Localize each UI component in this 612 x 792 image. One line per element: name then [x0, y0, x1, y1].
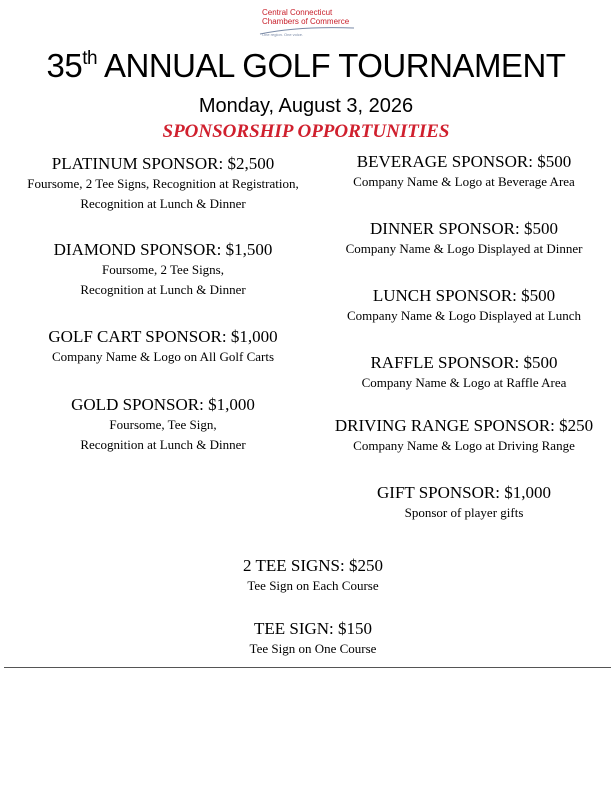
sponsor-benefit: Company Name & Logo at Driving Range [353, 438, 575, 453]
sponsor-benefit: Foursome, 2 Tee Signs, Recognition at Registration, [27, 176, 299, 191]
section-subtitle: SPONSORSHIP OPPORTUNITIES [162, 121, 450, 142]
sponsor-diamond [0, 240, 326, 300]
sponsor-raffle [316, 353, 612, 393]
sponsor-benefit: Foursome, Tee Sign, [109, 417, 217, 432]
sponsor-name: GOLF CART SPONSOR: $1,000 [48, 327, 278, 346]
sponsor-benefit: Recognition at Lunch & Dinner [80, 196, 246, 211]
sponsor-gold [0, 395, 326, 455]
title-number: 35 [46, 47, 83, 84]
logo-line-1: Central Connecticut [262, 8, 333, 17]
title-text: ANNUAL GOLF TOURNAMENT [97, 47, 566, 84]
sponsor-beverage [316, 152, 612, 192]
sponsor-name: TEE SIGN: $150 [253, 619, 373, 638]
sponsor-benefit: Foursome, 2 Tee Signs, [102, 262, 224, 277]
sponsor-dinner [316, 219, 612, 259]
sponsor-benefit: Recognition at Lunch & Dinner [80, 282, 246, 297]
sponsor-name: DIAMOND SPONSOR: $1,500 [53, 240, 273, 259]
sponsor-benefit: Company Name & Logo at Raffle Area [361, 375, 567, 390]
sponsor-name: PLATINUM SPONSOR: $2,500 [51, 154, 275, 173]
sponsor-name: BEVERAGE SPONSOR: $500 [356, 152, 572, 171]
sponsor-name: GOLD SPONSOR: $1,000 [71, 395, 255, 414]
sponsor-name: 2 TEE SIGNS: $250 [243, 556, 383, 575]
title-ordinal-suffix: th [82, 48, 98, 69]
sponsor-benefit: Company Name & Logo on All Golf Carts [51, 349, 275, 364]
sponsor-tee-sign [0, 619, 612, 659]
sponsor-name: DRIVING RANGE SPONSOR: $250 [334, 416, 594, 435]
sponsor-golf-cart [0, 327, 326, 367]
sponsor-benefit: Tee Sign on Each Course [247, 578, 379, 593]
sponsor-benefit: Sponsor of player gifts [404, 505, 524, 520]
sponsor-two-tee-signs [0, 556, 612, 596]
sponsor-driving-range [316, 416, 612, 456]
sponsor-gift [316, 483, 612, 523]
sponsor-benefit: Company Name & Logo Displayed at Dinner [345, 241, 583, 256]
chamber-logo [258, 8, 358, 38]
sponsor-platinum [0, 154, 326, 214]
sponsor-name: RAFFLE SPONSOR: $500 [370, 353, 558, 372]
logo-tagline: One region. One voice. [262, 32, 304, 37]
event-date: Monday, August 3, 2026 [198, 95, 414, 117]
footer-divider [4, 667, 611, 668]
sponsor-name: LUNCH SPONSOR: $500 [372, 286, 556, 305]
sponsor-benefit: Company Name & Logo at Beverage Area [353, 174, 575, 189]
sponsor-name: GIFT SPONSOR: $1,000 [377, 483, 551, 502]
sponsor-benefit: Recognition at Lunch & Dinner [80, 437, 246, 452]
sponsor-benefit: Tee Sign on One Course [249, 641, 377, 656]
page-title [0, 46, 612, 86]
sponsor-lunch [316, 286, 612, 326]
sponsor-name: DINNER SPONSOR: $500 [370, 219, 558, 238]
sponsor-benefit: Company Name & Logo Displayed at Lunch [347, 308, 581, 323]
logo-line-2: Chambers of Commerce [262, 17, 350, 26]
